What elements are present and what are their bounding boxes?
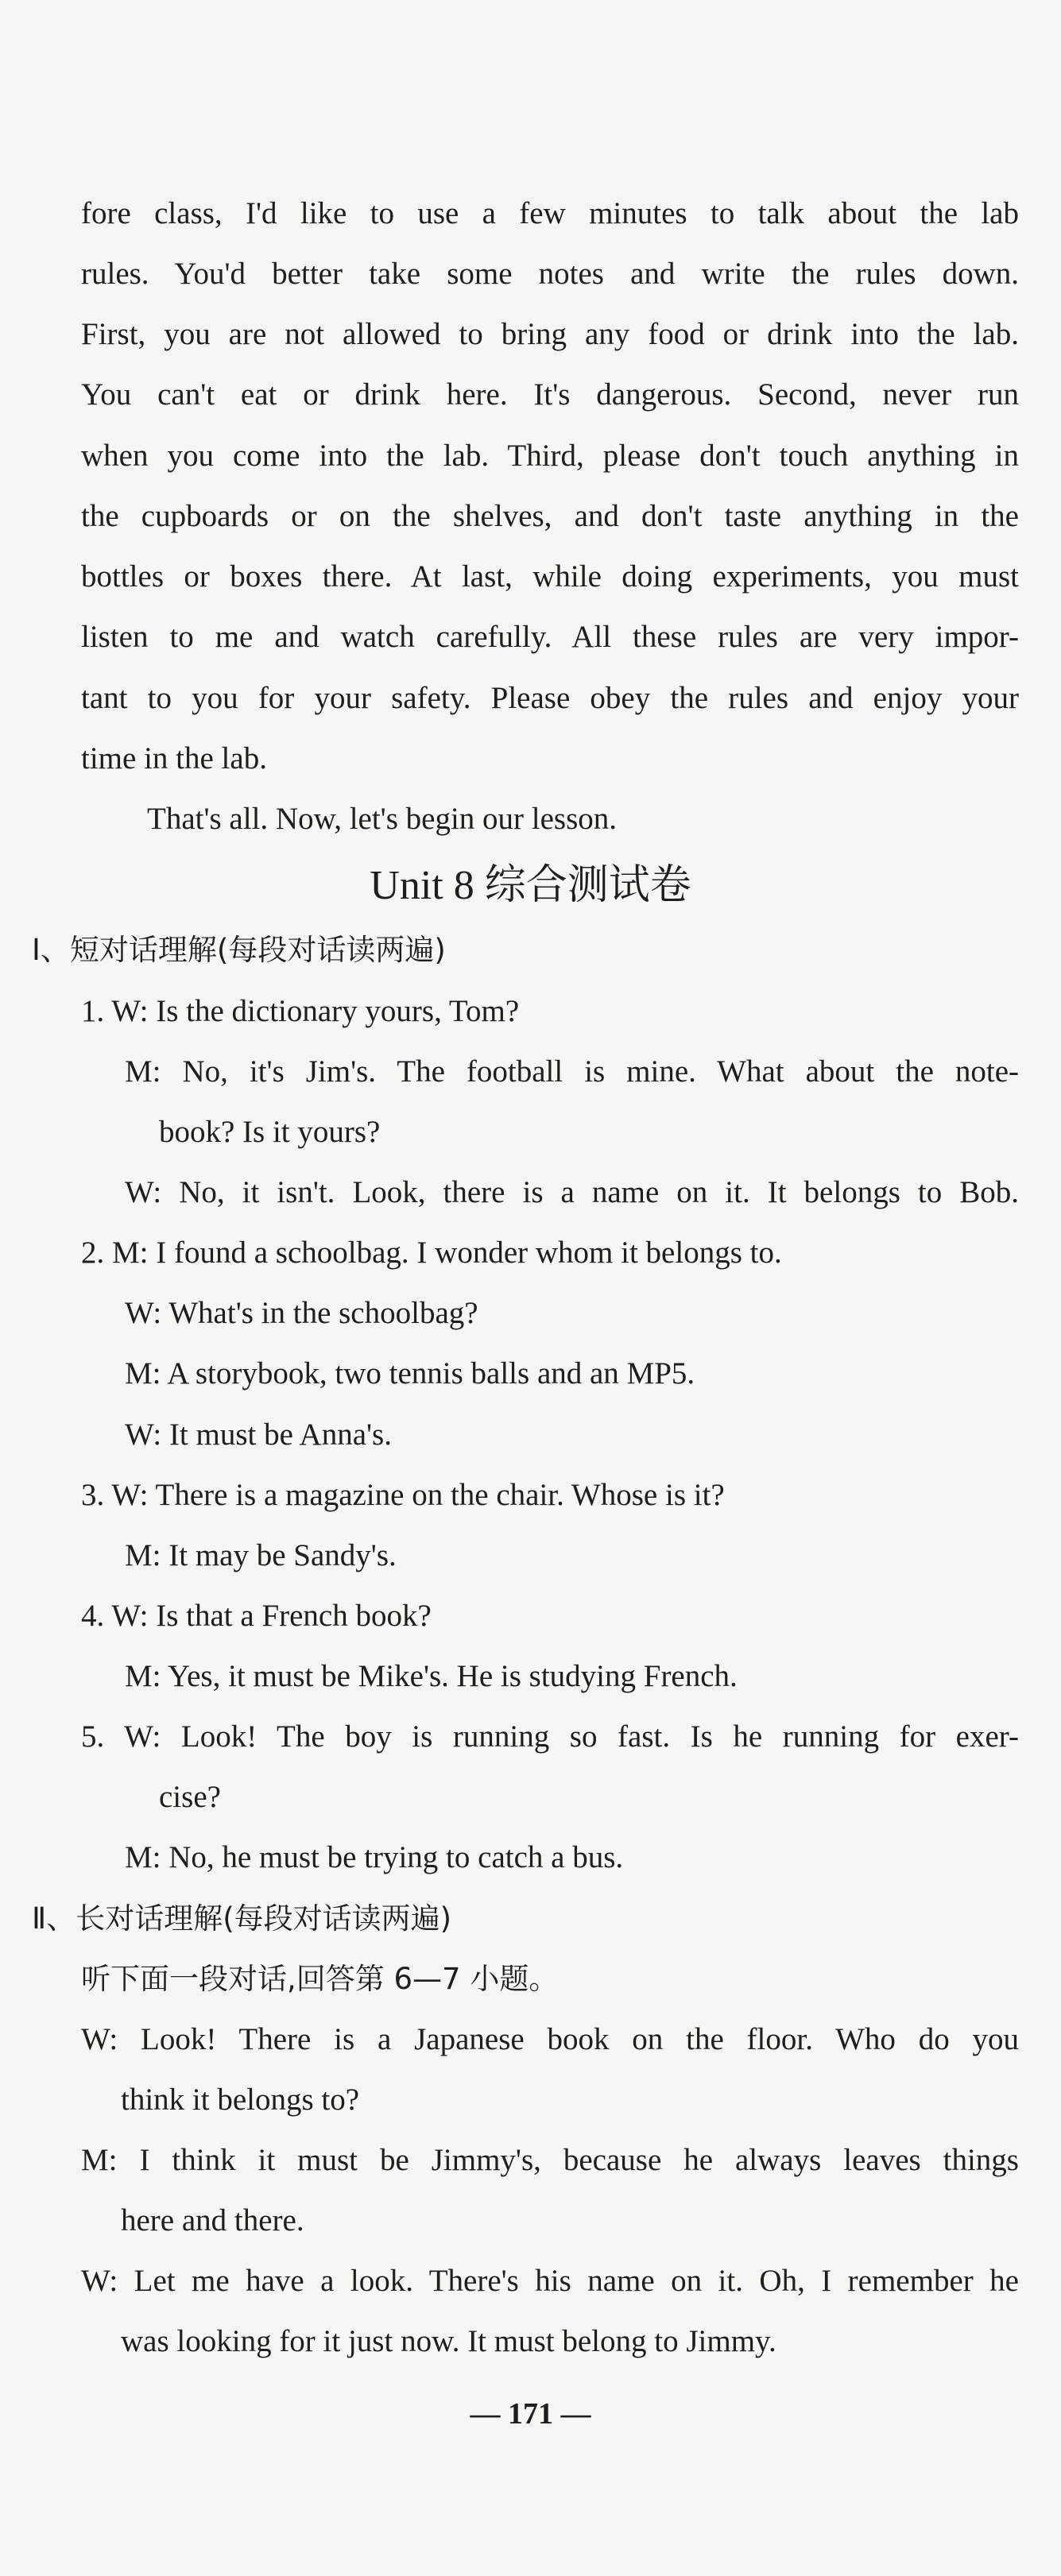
dialogue-line: M: It may be Sandy's. <box>125 1538 397 1572</box>
passage-line: fore class, I'd like to use a few minutes to talk about the lab <box>81 196 1019 230</box>
dialogue-line: M: A storybook, two tennis balls and an MP5. <box>125 1356 695 1390</box>
passage-line: bottles or boxes there. At last, while doing experiments, you must <box>81 559 1019 594</box>
dialogue-line: M: I think it must be Jimmy's, because he always leaves things <box>81 2143 1019 2177</box>
passage-line: when you come into the lab. Third, please don't touch anything in <box>81 439 1019 473</box>
dialogue-line: M: No, he must be trying to catch a bus. <box>125 1840 624 1874</box>
dialogue-line: M: No, it's Jim's. The football is mine. What about the note- <box>125 1054 1019 1089</box>
test-title: Unit 8 综合测试卷 <box>370 863 691 908</box>
dialogue-line: 5. W: Look! The boy is running so fast. Is he running for exer- <box>81 1719 1019 1754</box>
dialogue-line: W: Let me have a look. There's his name on it. Oh, I remember he <box>81 2264 1019 2298</box>
dialogue-line: 3. W: There is a magazine on the chair. Whose is it? <box>81 1478 725 1512</box>
passage-line: time in the lab. <box>81 741 267 776</box>
passage-line: You can't eat or drink here. It's dangerous. Second, never run <box>81 377 1019 412</box>
dialogue-line: M: Yes, it must be Mike's. He is studying French. <box>125 1659 738 1693</box>
section-2-heading: Ⅱ、长对话理解(每段对话读两遍) <box>32 1901 452 1936</box>
dialogue-line: W: Look! There is a Japanese book on the floor. Who do you <box>81 2022 1019 2056</box>
dialogue-line: cise? <box>159 1780 221 1814</box>
dialogue-line: think it belongs to? <box>121 2083 360 2117</box>
passage-line: the cupboards or on the shelves, and don't taste anything in the <box>81 499 1019 533</box>
dialogue-line: W: What's in the schoolbag? <box>125 1296 478 1330</box>
dialogue-line: 1. W: Is the dictionary yours, Tom? <box>81 994 520 1028</box>
passage-line: rules. You'd better take some notes and write the rules down. <box>81 257 1019 291</box>
passage-closing: That's all. Now, let's begin our lesson. <box>147 802 618 836</box>
passage-line: tant to you for your safety. Please obey the rules and enjoy your <box>81 681 1019 715</box>
dialogue-line: book? Is it yours? <box>159 1115 381 1149</box>
dialogue-line: 2. M: I found a schoolbag. I wonder whom it belongs to. <box>81 1236 782 1270</box>
section-2-instruction: 听下面一段对话,回答第 6—7 小题。 <box>81 1962 559 1996</box>
dialogue-line: W: No, it isn't. Look, there is a name on it. It belongs to Bob. <box>125 1175 1019 1209</box>
dialogue-line: W: It must be Anna's. <box>125 1418 392 1452</box>
passage-line: First, you are not allowed to bring any food or drink into the lab. <box>81 317 1019 351</box>
dialogue-line: was looking for it just now. It must belong to Jimmy. <box>121 2324 776 2358</box>
page-number: — 171 — <box>470 2397 591 2431</box>
section-1-heading: Ⅰ、短对话理解(每段对话读两遍) <box>32 933 446 967</box>
dialogue-line: here and there. <box>121 2203 304 2238</box>
passage-line: listen to me and watch carefully. All these rules are very impor- <box>81 620 1019 654</box>
dialogue-line: 4. W: Is that a French book? <box>81 1599 432 1633</box>
